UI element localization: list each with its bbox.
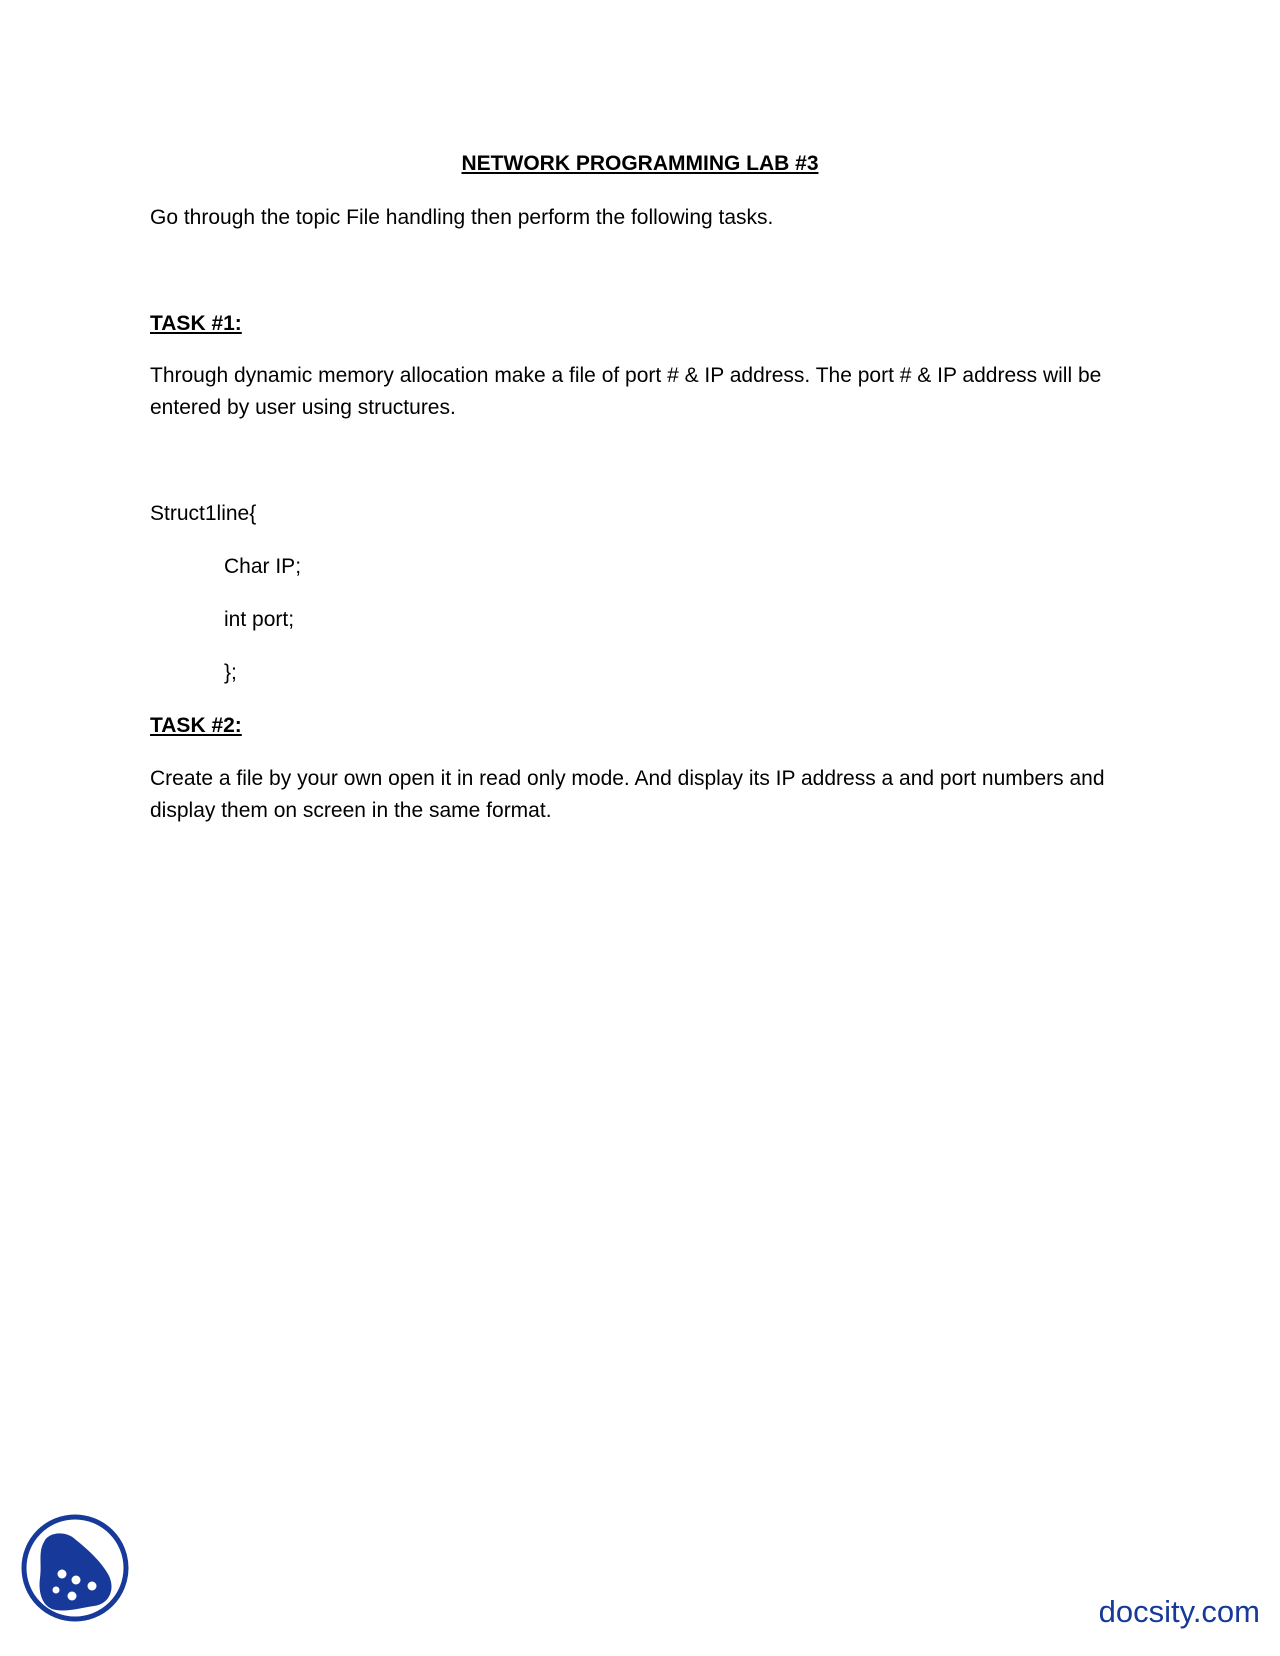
task2-heading: TASK #2: xyxy=(150,714,242,737)
code-line-close: }; xyxy=(224,661,237,684)
docsity-watermark[interactable]: docsity.com xyxy=(1098,1594,1260,1629)
intro-text: Go through the topic File handling then perform the following tasks. xyxy=(150,206,774,229)
code-line-ip: Char IP; xyxy=(224,555,302,578)
task1-body-line1: Through dynamic memory allocation make a file of port # & IP address. The port # & IP address will be xyxy=(150,364,1102,387)
code-line-struct: Struct1line{ xyxy=(150,502,257,525)
task2-body-line1: Create a file by your own open it in read only mode. And display its IP address a and port numbers and xyxy=(150,767,1105,790)
task1-heading: TASK #1: xyxy=(150,312,242,335)
page-title: NETWORK PROGRAMMING LAB #3 xyxy=(461,152,819,175)
code-line-port: int port; xyxy=(224,608,295,631)
task1-body-line2: entered by user using structures. xyxy=(150,396,456,419)
task2-body-line2: display them on screen in the same format. xyxy=(150,799,552,822)
docsity-logo-icon xyxy=(20,1512,130,1624)
